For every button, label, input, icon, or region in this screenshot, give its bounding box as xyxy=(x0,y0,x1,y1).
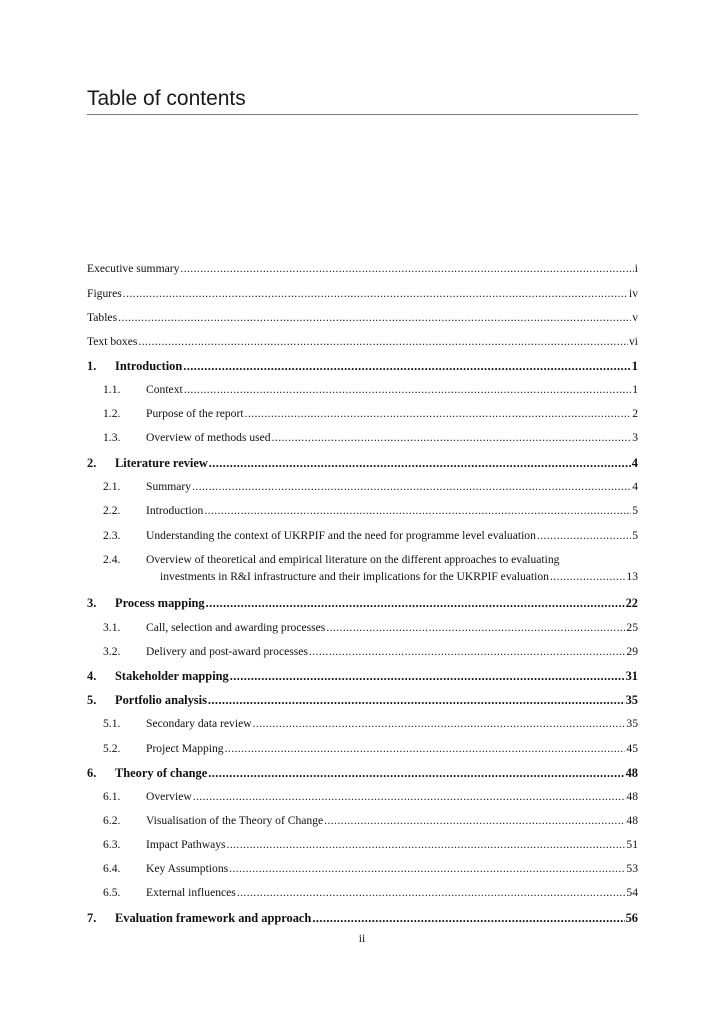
toc-section-6-2[interactable] xyxy=(103,814,638,828)
toc-entry-number: 6.4. xyxy=(103,862,121,875)
toc-entry-number: 6.1. xyxy=(103,790,121,803)
toc-entry-number: 2.4. xyxy=(103,553,121,566)
toc-page-number: 25 xyxy=(626,621,638,634)
toc-entry-number: 6.5. xyxy=(103,886,121,899)
toc-page-number: 35 xyxy=(625,693,638,707)
dot-leader xyxy=(245,407,632,421)
toc-page-number: 29 xyxy=(626,645,638,658)
toc-page-number: iv xyxy=(628,287,638,300)
toc-page-number: 48 xyxy=(625,766,638,780)
toc-page-number: 5 xyxy=(632,529,638,542)
dot-leader xyxy=(227,838,626,852)
toc-entry-executive-summary[interactable] xyxy=(87,262,638,276)
toc-page-number: 51 xyxy=(626,838,638,851)
toc-entry-text: Theory of change xyxy=(115,766,208,780)
dot-leader xyxy=(272,431,632,445)
dot-leader xyxy=(550,570,625,584)
toc-page-number: vi xyxy=(628,335,638,348)
toc-entry-text: Text boxes xyxy=(87,335,138,348)
toc-section-6-4[interactable] xyxy=(103,862,638,876)
toc-entry-number: 2. xyxy=(87,456,97,470)
toc-chapter-6[interactable] xyxy=(87,766,638,780)
toc-page-number: 54 xyxy=(626,886,638,899)
dot-leader xyxy=(209,456,631,470)
toc-entry-number: 2.1. xyxy=(103,480,121,493)
dot-leader xyxy=(237,886,626,900)
toc-entry-text: Call, selection and awarding processes xyxy=(146,621,326,634)
toc-page-number: 5 xyxy=(632,504,638,517)
toc-chapter-2[interactable] xyxy=(87,456,638,470)
toc-entry-text-line1: Overview of theoretical and empirical literature on the different approaches to evaluating xyxy=(146,553,560,566)
dot-leader xyxy=(206,596,625,610)
toc-entry-number: 6.2. xyxy=(103,814,121,827)
dot-leader xyxy=(138,335,628,349)
toc-section-5-2[interactable] xyxy=(103,742,638,756)
dot-leader xyxy=(123,287,628,301)
toc-page-number: 4 xyxy=(631,456,638,470)
toc-entry-text: Project Mapping xyxy=(146,742,224,755)
toc-entry-number: 1. xyxy=(87,359,97,373)
toc-entry-number: 2.3. xyxy=(103,529,121,542)
toc-entry-text: Secondary data review xyxy=(146,717,252,730)
toc-entry-text: External influences xyxy=(146,886,236,899)
toc-entry-text: Visualisation of the Theory of Change xyxy=(146,814,324,827)
toc-entry-number: 1.1. xyxy=(103,383,121,396)
toc-chapter-5[interactable] xyxy=(87,693,638,707)
toc-section-6-5[interactable] xyxy=(103,886,638,900)
toc-entry-figures[interactable] xyxy=(87,287,638,301)
page-number-footer: ii xyxy=(358,932,366,945)
dot-leader xyxy=(118,311,631,325)
toc-page-number: 31 xyxy=(625,669,638,683)
toc-section-3-1[interactable] xyxy=(103,621,638,635)
toc-page-number: 3 xyxy=(632,431,638,444)
toc-page-number: 48 xyxy=(626,814,638,827)
toc-entry-number: 3.1. xyxy=(103,621,121,634)
toc-entry-number: 3. xyxy=(87,596,97,610)
toc-section-6-3[interactable] xyxy=(103,838,638,852)
toc-entry-text: Executive summary xyxy=(87,262,180,275)
toc-entry-text-line2: investments in R&I infrastructure and their implications for the UKRPIF evaluation xyxy=(160,570,549,583)
dot-leader xyxy=(309,645,625,659)
toc-page-number: 56 xyxy=(625,911,638,925)
toc-section-2-3[interactable] xyxy=(103,529,638,543)
toc-chapter-4[interactable] xyxy=(87,669,638,683)
toc-page-number: 1 xyxy=(632,383,638,396)
toc-page-number: v xyxy=(632,311,638,324)
dot-leader xyxy=(312,911,624,925)
toc-chapter-7[interactable] xyxy=(87,911,638,925)
toc-page-number: 4 xyxy=(632,480,638,493)
toc-entry-text: Summary xyxy=(146,480,192,493)
toc-page-number: i xyxy=(634,262,638,275)
toc-page-number: 45 xyxy=(626,742,638,755)
toc-entry-text: Purpose of the report xyxy=(146,407,244,420)
toc-entry-text: Overview xyxy=(146,790,192,803)
toc-entry-number: 7. xyxy=(87,911,97,925)
toc-entry-text: Figures xyxy=(87,287,122,300)
toc-entry-number: 1.2. xyxy=(103,407,121,420)
dot-leader xyxy=(192,480,631,494)
dot-leader xyxy=(229,862,625,876)
dot-leader xyxy=(324,814,625,828)
dot-leader xyxy=(184,383,631,397)
toc-entry-text: Key Assumptions xyxy=(146,862,229,875)
toc-page-number: 1 xyxy=(631,359,638,373)
toc-section-2-1[interactable] xyxy=(103,480,638,494)
toc-entry-text: Evaluation framework and approach xyxy=(115,911,312,925)
toc-section-2-2[interactable] xyxy=(103,504,638,518)
toc-entry-number: 5.1. xyxy=(103,717,121,730)
dot-leader xyxy=(183,359,631,373)
toc-entry-text: Context xyxy=(146,383,183,396)
toc-page-number: 2 xyxy=(632,407,638,420)
toc-entry-number: 6.3. xyxy=(103,838,121,851)
toc-section-1-1[interactable] xyxy=(103,383,638,397)
toc-entry-text: Overview of methods used xyxy=(146,431,271,444)
dot-leader xyxy=(204,504,631,518)
toc-chapter-3[interactable] xyxy=(87,596,638,610)
toc-entry-text: Tables xyxy=(87,311,118,324)
dot-leader xyxy=(225,742,626,756)
dot-leader xyxy=(193,790,626,804)
toc-entry-text: Introduction xyxy=(115,359,183,373)
page-title: Table of contents xyxy=(87,86,638,115)
toc-entry-text: Introduction xyxy=(146,504,204,517)
dot-leader xyxy=(208,766,624,780)
toc-entry-number: 4. xyxy=(87,669,97,683)
toc-page-number: 53 xyxy=(626,862,638,875)
toc-entry-number: 6. xyxy=(87,766,97,780)
dot-leader xyxy=(180,262,633,276)
toc-entry-text-boxes[interactable] xyxy=(87,335,638,349)
toc-section-1-3[interactable] xyxy=(103,431,638,445)
dot-leader xyxy=(537,529,631,543)
toc-entry-number: 2.2. xyxy=(103,504,121,517)
toc-entry-text: Stakeholder mapping xyxy=(115,669,229,683)
toc-section-5-1[interactable] xyxy=(103,717,638,731)
toc-entry-text: Understanding the context of UKRPIF and the need for programme level evaluation xyxy=(146,529,536,542)
toc-entry-number: 1.3. xyxy=(103,431,121,444)
toc-entry-number: 5.2. xyxy=(103,742,121,755)
toc-entry-number: 3.2. xyxy=(103,645,121,658)
toc-page-number: 48 xyxy=(626,790,638,803)
toc-entry-text: Process mapping xyxy=(115,596,205,610)
toc-entry-text: Delivery and post-award processes xyxy=(146,645,308,658)
toc-section-1-2[interactable] xyxy=(103,407,638,421)
toc-section-6-1[interactable] xyxy=(103,790,638,804)
toc-entry-wrapped-text xyxy=(146,553,638,584)
toc-entry-text: Impact Pathways xyxy=(146,838,226,851)
toc-page-number: 22 xyxy=(625,596,638,610)
toc-entry-number: 5. xyxy=(87,693,97,707)
dot-leader xyxy=(208,693,625,707)
toc-entry-text: Literature review xyxy=(115,456,208,470)
toc-entry-tables[interactable] xyxy=(87,311,638,325)
toc-page-number: 35 xyxy=(626,717,638,730)
dot-leader xyxy=(253,717,626,731)
dot-leader xyxy=(326,621,625,635)
toc-page-number: 13 xyxy=(626,570,638,583)
toc-section-3-2[interactable] xyxy=(103,645,638,659)
toc-section-2-4[interactable] xyxy=(103,553,638,584)
toc-entry-line2 xyxy=(146,570,638,584)
toc-chapter-1[interactable] xyxy=(87,359,638,373)
toc-entry-text: Portfolio analysis xyxy=(115,693,207,707)
dot-leader xyxy=(230,669,625,683)
